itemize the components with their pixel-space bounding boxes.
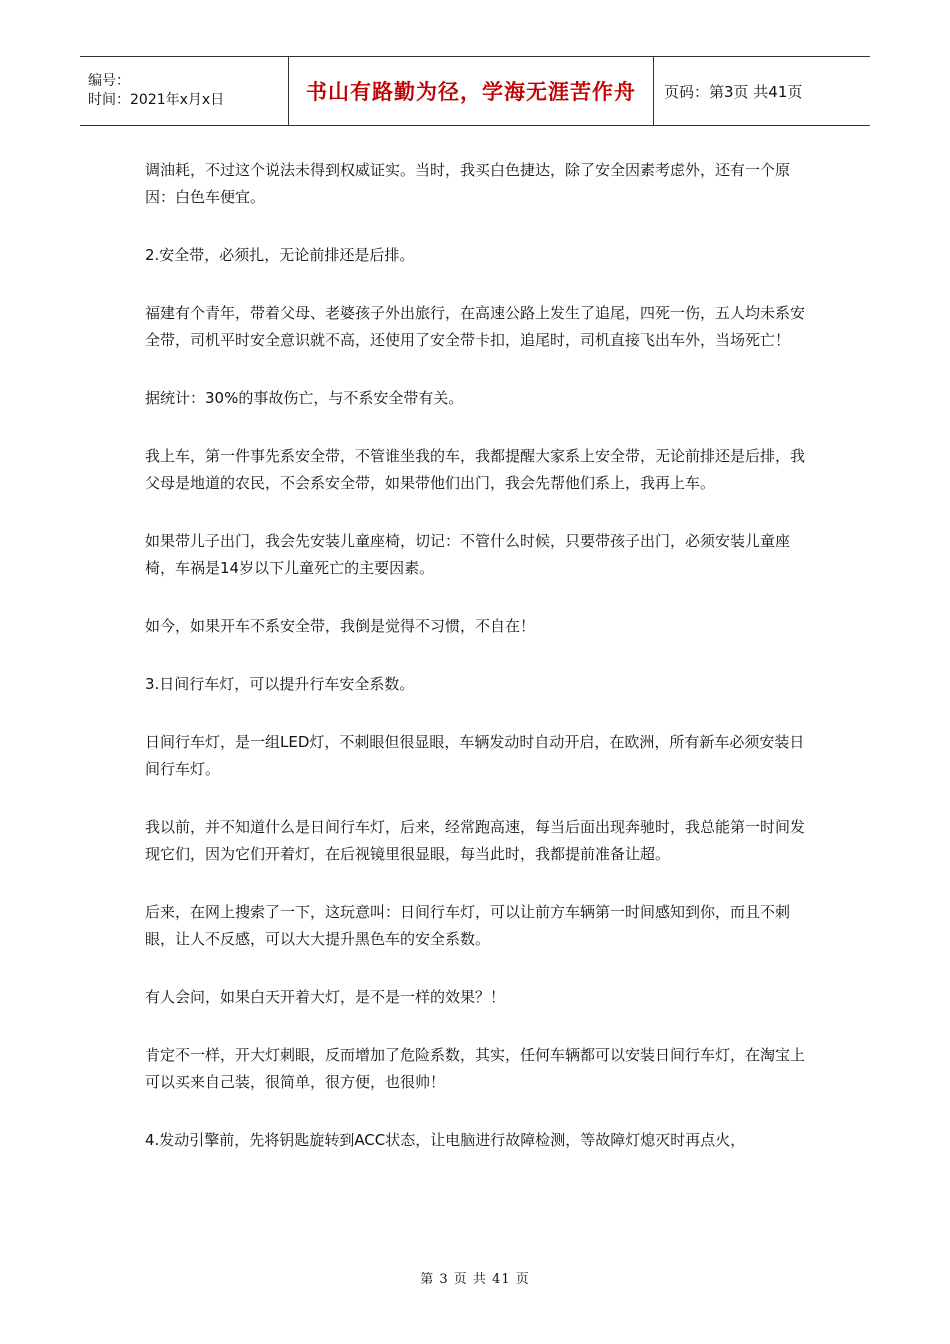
header-motto-cell [289, 57, 654, 125]
paragraph: 我上车，第一件事先系安全带，不管谁坐我的车，我都提醒大家系上安全带，无论前排还是后排，我父母是地道的农民，不会系安全带，如果带他们出门，我会先帮他们系上，我再上车。 [145, 447, 806, 492]
date-label: 时间：2021年x月x日 [88, 92, 225, 108]
paragraph: 如今，如果开车不系安全带，我倒是觉得不习惯，不自在！ [145, 617, 536, 635]
paragraph: 日间行车灯，是一组LED灯，不刺眼但很显眼，车辆发动时自动开启，在欧洲，所有新车必须安装日间行车灯。 [145, 733, 805, 778]
footer-page-number: 第 3 页 共 41 页 [420, 1272, 530, 1287]
header-motto: 书山有路勤为径，学海无涯苦作舟 [306, 80, 636, 104]
paragraph: 调油耗，不过这个说法未得到权威证实。当时，我买白色捷达，除了安全因素考虑外，还有一个原因：白色车便宜。 [145, 161, 791, 206]
page-header [80, 56, 870, 126]
page-footer [0, 1268, 950, 1287]
paragraph: 有人会问，如果白天开着大灯，是不是一样的效果？！ [145, 988, 506, 1006]
section-heading: 4.发动引擎前，先将钥匙旋转到ACC状态，让电脑进行故障检测，等故障灯熄灭时再点火， [145, 1131, 746, 1149]
serial-number-label: 编号： [88, 73, 130, 89]
section-heading: 2.安全带，必须扎，无论前排还是后排。 [145, 246, 415, 264]
paragraph: 后来，在网上搜索了一下，这玩意叫：日间行车灯，可以让前方车辆第一时间感知到你，而且不刺眼，让人不反感，可以大大提升黑色车的安全系数。 [145, 903, 791, 948]
document-body [145, 157, 813, 1185]
paragraph: 如果带儿子出门，我会先安装儿童座椅，切记：不管什么时候，只要带孩子出门，必须安装儿童座椅，车祸是14岁以下儿童死亡的主要因素。 [145, 532, 791, 577]
header-page-info-cell [654, 57, 870, 125]
paragraph: 福建有个青年，带着父母、老婆孩子外出旅行，在高速公路上发生了追尾，四死一伤，五人均未系安全带，司机平时安全意识就不高，还使用了安全带卡扣，追尾时，司机直接飞出车外，当场死亡！ [145, 304, 806, 349]
paragraph: 据统计：30%的事故伤亡，与不系安全带有关。 [145, 389, 464, 407]
header-page-info: 页码：第3页 共41页 [664, 82, 803, 101]
paragraph: 肯定不一样，开大灯刺眼，反而增加了危险系数，其实，任何车辆都可以安装日间行车灯，在淘宝上可以买来自己装，很简单，很方便，也很帅！ [145, 1046, 806, 1091]
header-meta [80, 57, 289, 125]
section-heading: 3.日间行车灯，可以提升行车安全系数。 [145, 675, 415, 693]
paragraph: 我以前，并不知道什么是日间行车灯，后来，经常跑高速，每当后面出现奔驰时，我总能第一时间发现它们，因为它们开着灯，在后视镜里很显眼，每当此时，我都提前准备让超。 [145, 818, 806, 863]
